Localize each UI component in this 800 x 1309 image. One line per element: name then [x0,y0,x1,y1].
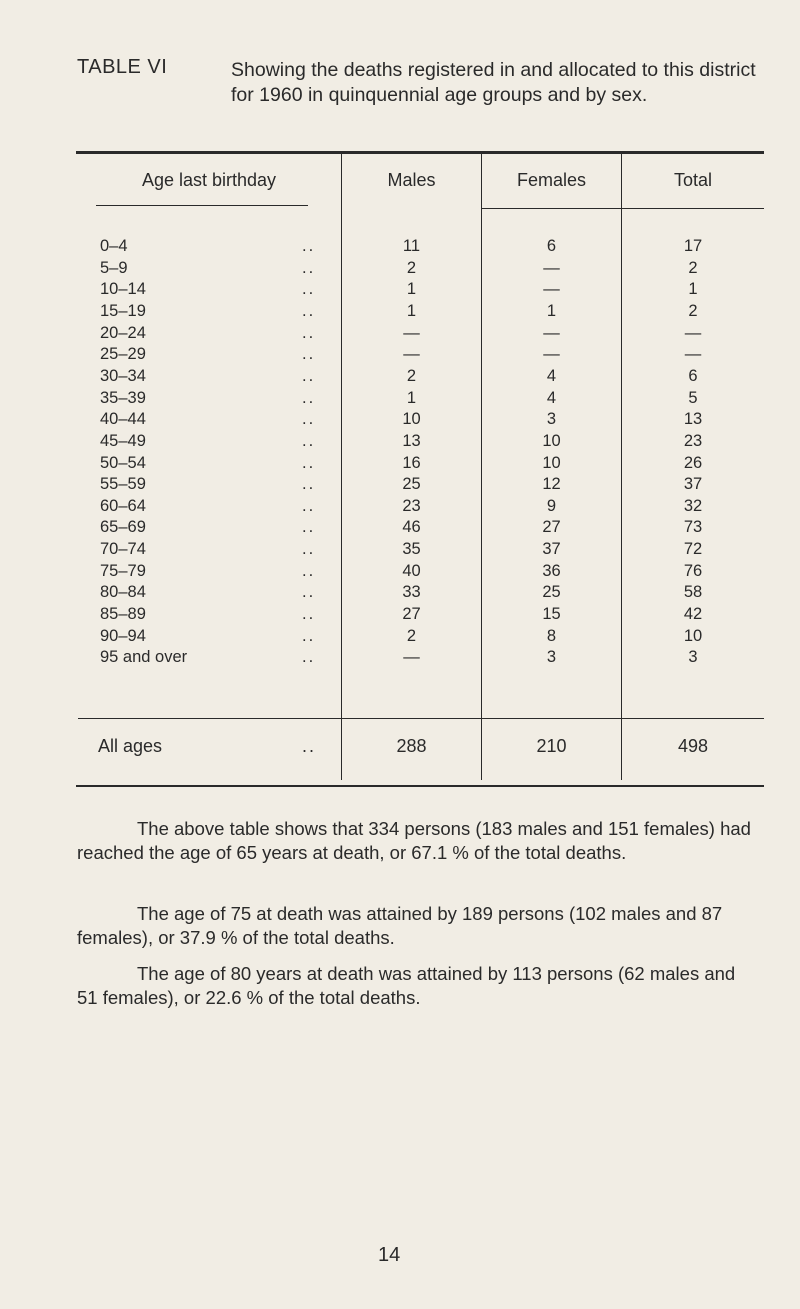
males-cell: 2 [406,366,417,385]
total-cell: 2 [688,258,698,277]
age-cell: 65–69 [100,518,146,537]
footer-dots: .. [302,736,317,756]
footer-total: 498 [677,736,709,756]
males-cell: 10 [402,410,421,429]
males-cell: — [403,345,420,364]
table-top-rule [76,151,764,154]
females-cell: — [543,323,560,342]
leader-dots: .. [302,583,316,602]
total-cell: 1 [688,280,698,299]
total-cell: — [684,323,702,342]
males-cell: 1 [406,388,417,407]
age-cell: 90–94 [100,626,146,645]
age-cell: 55–59 [100,475,146,494]
total-cell: 5 [688,388,698,407]
header-total: Total [673,170,713,190]
leader-dots: .. [302,345,316,364]
total-cell: 42 [683,605,703,624]
total-cell: 37 [683,475,703,494]
females-cell: 6 [546,237,557,255]
males-cell: 46 [402,518,421,537]
age-cell: 95 and over [100,648,188,667]
males-cell: 2 [406,626,417,645]
leader-dots: .. [302,301,316,320]
leader-dots: .. [302,323,316,342]
header-rule-rest [482,208,764,209]
males-cell: 2 [406,258,417,277]
total-cell: 2 [688,301,698,320]
paragraph-80-years: The age of 80 years at death was attained by 113 persons (62 males and 51 females), or 22.6 % of the total deaths. [77,963,736,1008]
age-cell: 40–44 [100,410,146,429]
age-cell: 45–49 [100,431,146,450]
leader-dots: .. [302,540,316,559]
females-cell: 1 [546,301,557,320]
males-cell: 1 [406,280,417,299]
females-cell: — [543,280,560,299]
females-cell: 36 [542,561,561,580]
females-cell: 8 [546,626,557,645]
total-cell: 72 [683,540,703,559]
leader-dots: .. [302,366,316,385]
males-cell: 11 [402,237,421,255]
table-bottom-rule [76,785,764,787]
males-cell: — [403,648,420,667]
females-cell: — [543,258,560,277]
males-cell: 33 [402,583,421,602]
males-cell: 25 [402,475,421,494]
males-cell: 16 [402,453,421,472]
age-cell: 5–9 [100,258,128,277]
age-cell: 0–4 [100,237,128,255]
males-cell: 35 [402,540,421,559]
total-cell: 17 [683,237,703,255]
header-males: Males [387,170,436,190]
females-cell: 3 [546,648,557,667]
females-cell: 10 [542,431,561,450]
females-cell: 4 [546,366,557,385]
total-cell: 3 [688,648,698,667]
females-cell: 15 [542,605,561,624]
header-age: Age last birthday [141,170,277,190]
males-cell: — [403,323,420,342]
leader-dots: .. [302,496,316,515]
paragraph-75-years: The age of 75 at death was attained by 189 persons (102 males and 87 females), or 37.9 % of the total deaths. [77,903,723,948]
leader-dots: .. [302,453,316,472]
age-cell: 30–34 [100,366,146,385]
males-cell: 27 [402,605,421,624]
females-cell: 25 [542,583,561,602]
leader-dots: .. [302,626,316,645]
total-cell: 73 [683,518,703,537]
age-cell: 20–24 [100,323,146,342]
leader-dots: .. [302,518,316,537]
males-cell: 1 [406,301,417,320]
table-label: TABLE VI [77,56,168,78]
leader-dots: .. [302,388,316,407]
header-rule-age [96,205,308,206]
table-caption-text: Showing the deaths registered in and allocated to this district for 1960 in quinquennial age groups and by sex. [231,59,756,106]
males-cell: 13 [402,431,421,450]
footer-males: 288 [396,736,427,756]
page-number: 14 [378,1244,401,1266]
females-cell: — [543,345,560,364]
leader-dots: .. [302,648,316,667]
total-cell: 6 [688,366,698,385]
age-cell: 15–19 [100,301,146,320]
footer-females: 210 [536,736,567,756]
age-cell: 35–39 [100,388,146,407]
age-cell: 85–89 [100,605,146,624]
total-cell: 10 [683,626,703,645]
total-cell: — [684,345,702,364]
leader-dots: .. [302,605,316,624]
females-cell: 10 [542,453,561,472]
age-cell: 50–54 [100,453,146,472]
paragraph-65-years: The above table shows that 334 persons (183 males and 151 females) had reached the age of 65 years at death, or 67.1 % of the total deaths. [77,818,751,863]
females-cell: 37 [542,540,561,559]
age-cell: 25–29 [100,345,146,364]
leader-dots: .. [302,410,316,429]
age-cell: 70–74 [100,540,146,559]
females-cell: 12 [542,475,561,494]
females-cell: 3 [546,410,557,429]
total-cell: 26 [683,453,703,472]
footer-rule [78,718,764,719]
leader-dots: .. [302,258,316,277]
total-cell: 23 [683,431,703,450]
total-cell: 13 [683,410,703,429]
header-females: Females [516,170,587,190]
females-cell: 9 [546,496,557,515]
total-cell: 76 [683,561,703,580]
age-cell: 80–84 [100,583,146,602]
leader-dots: .. [302,431,316,450]
females-cell: 27 [542,518,561,537]
leader-dots: .. [302,561,316,580]
total-cell: 32 [683,496,703,515]
leader-dots: .. [302,280,316,299]
age-cell: 10–14 [100,280,146,299]
females-cell: 4 [546,388,557,407]
males-cell: 40 [402,561,421,580]
leader-dots: .. [302,237,316,255]
footer-label: All ages [98,736,163,756]
males-cell: 23 [402,496,421,515]
total-cell: 58 [683,583,703,602]
leader-dots: .. [302,475,316,494]
age-cell: 60–64 [100,496,146,515]
age-cell: 75–79 [100,561,146,580]
